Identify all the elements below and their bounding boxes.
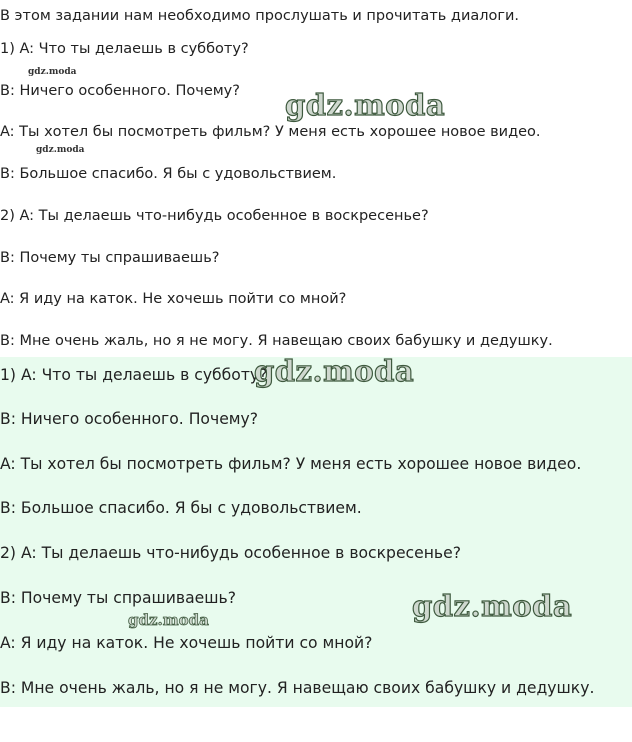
dialogue-line: B: Почему ты спрашиваешь? — [0, 589, 236, 607]
dialogue-line: 2) A: Ты делаешь что-нибудь особенное в воскресенье? — [0, 208, 429, 224]
intro-text: В этом задании нам необходимо прослушать и прочитать диалоги. — [0, 8, 520, 24]
dialogue-line: A: Ты хотел бы посмотреть фильм? У меня есть хорошее новое видео. — [0, 124, 541, 140]
dialogue-line: A: Ты хотел бы посмотреть фильм? У меня есть хорошее новое видео. — [0, 455, 582, 473]
watermark-medium: gdz.moda — [128, 611, 209, 629]
dialogue-line: B: Большое спасибо. Я бы с удовольствием. — [0, 166, 337, 182]
watermark-large: gdz.moda — [285, 88, 446, 122]
dialogue-line: A: Я иду на каток. Не хочешь пойти со мной? — [0, 291, 347, 307]
dialogue-line: B: Мне очень жаль, но я не могу. Я навещаю своих бабушку и дедушку. — [0, 333, 553, 349]
dialogue-line: B: Большое спасибо. Я бы с удовольствием. — [0, 499, 362, 517]
watermark-small: gdz.moda — [28, 67, 77, 77]
dialogue-line: B: Почему ты спрашиваешь? — [0, 250, 220, 266]
answer-box — [0, 354, 632, 707]
dialogue-line: B: Ничего особенного. Почему? — [0, 83, 240, 99]
dialogue-line: 2) A: Ты делаешь что-нибудь особенное в воскресенье? — [0, 544, 461, 562]
watermark-large: gdz.moda — [412, 589, 573, 623]
watermark-large: gdz.moda — [254, 354, 415, 388]
dialogue-line: B: Ничего особенного. Почему? — [0, 410, 259, 428]
dialogue-line: 1) A: Что ты делаешь в субботу? — [0, 41, 249, 57]
dialogue-line: B: Мне очень жаль, но я не могу. Я навещаю своих бабушку и дедушку. — [0, 679, 595, 697]
dialogue-line: A: Я иду на каток. Не хочешь пойти со мной? — [0, 634, 373, 652]
dialogue-line: 1) A: Что ты делаешь в субботу? — [0, 366, 268, 384]
watermark-small: gdz.moda — [36, 145, 85, 155]
